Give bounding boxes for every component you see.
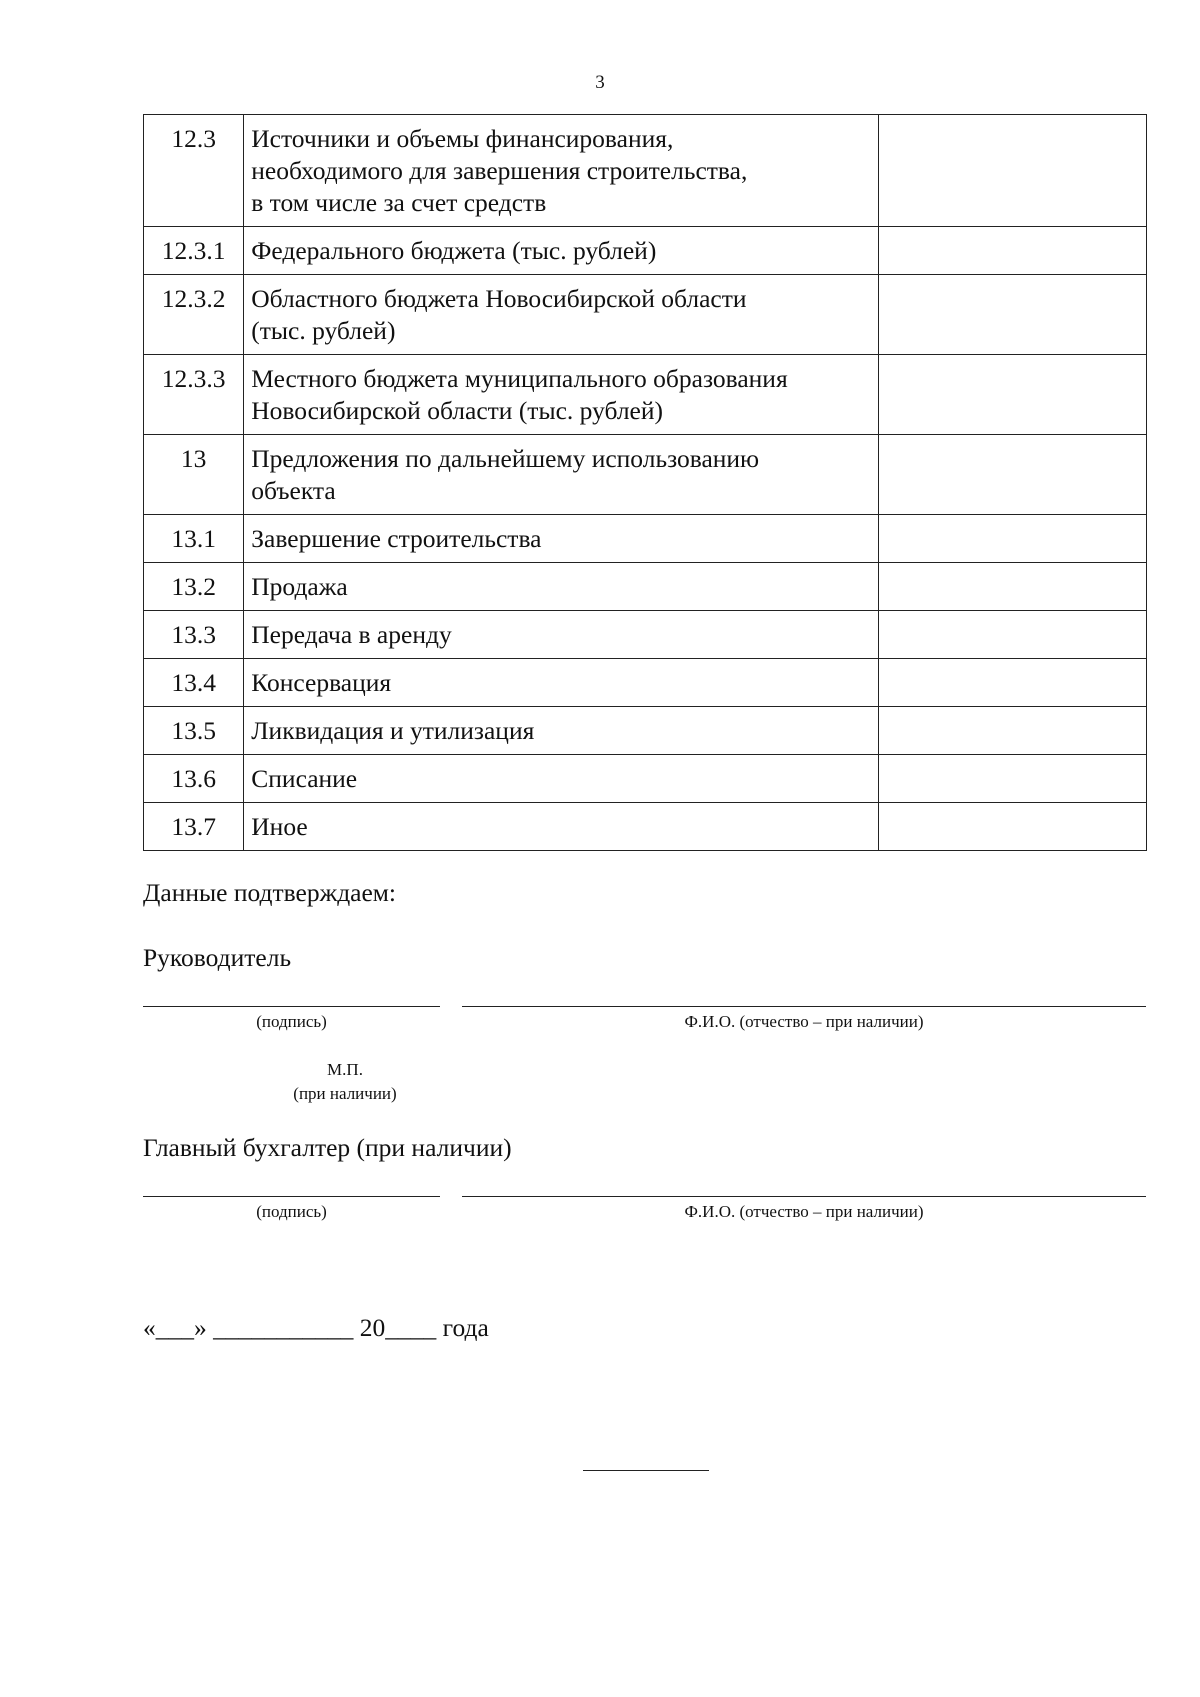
row-number: 13.7 [144,803,244,851]
row-description-line: (тыс. рублей) [251,316,396,345]
row-description [244,435,879,515]
row-description [244,115,879,227]
row-description-line: объекта [251,476,336,505]
row-description-line: Новосибирской области (тыс. рублей) [251,396,664,425]
row-description-line: Передача в аренду [251,620,452,649]
row-description [244,707,879,755]
table-row [144,515,1147,563]
stamp-place [250,1058,440,1106]
table-row [144,227,1147,275]
table-row [144,659,1147,707]
table-row [144,355,1147,435]
confirm-text: Данные подтверждаем: [143,878,397,907]
head-name-caption: Ф.И.О. (отчество – при наличии) [684,1012,924,1031]
row-description-line: Иное [251,812,308,841]
row-description-line: Областного бюджета Новосибирской области [251,284,747,313]
table-row [144,707,1147,755]
accountant-signature-line[interactable] [143,1196,440,1197]
row-description-line: Предложения по дальнейшему использованию [251,444,760,473]
row-description [244,659,879,707]
row-description-line: необходимого для завершения строительства, [251,156,748,185]
row-number: 13.5 [144,707,244,755]
row-description [244,803,879,851]
row-value-cell[interactable] [879,355,1147,435]
accountant-signature-caption: (подпись) [256,1202,327,1221]
head-name-line[interactable] [462,1006,1146,1007]
accountant-name-caption: Ф.И.О. (отчество – при наличии) [684,1202,924,1221]
table-row [144,275,1147,355]
row-description [244,355,879,435]
row-description [244,275,879,355]
head-signature-line[interactable] [143,1006,440,1007]
row-value-cell[interactable] [879,611,1147,659]
page-number: 3 [595,72,605,93]
row-number: 13.4 [144,659,244,707]
row-value-cell[interactable] [879,227,1147,275]
row-description-line: Ликвидация и утилизация [251,716,535,745]
row-value-cell[interactable] [879,435,1147,515]
row-description-line: Завершение строительства [251,524,542,553]
row-value-cell[interactable] [879,803,1147,851]
row-description-line: Федерального бюджета (тыс. рублей) [251,236,657,265]
row-description [244,611,879,659]
row-number: 13 [144,435,244,515]
table-row [144,755,1147,803]
head-signature-caption: (подпись) [256,1012,327,1031]
row-value-cell[interactable] [879,563,1147,611]
row-description [244,563,879,611]
accountant-name-line[interactable] [462,1196,1146,1197]
end-line [583,1470,709,1471]
row-description-line: Источники и объемы финансирования, [251,124,674,153]
row-number: 12.3 [144,115,244,227]
row-number: 13.3 [144,611,244,659]
row-value-cell[interactable] [879,755,1147,803]
row-number: 13.6 [144,755,244,803]
row-value-cell[interactable] [879,707,1147,755]
row-description-line: в том числе за счет средств [251,188,547,217]
table-row [144,435,1147,515]
row-number: 12.3.3 [144,355,244,435]
table-row [144,115,1147,227]
row-description-line: Консервация [251,668,392,697]
row-number: 12.3.1 [144,227,244,275]
stamp-note: (при наличии) [293,1084,397,1103]
row-description [244,227,879,275]
row-description [244,515,879,563]
row-description [244,755,879,803]
accountant-label: Главный бухгалтер (при наличии) [143,1133,512,1162]
form-table [143,114,1147,851]
table-row [144,611,1147,659]
date-line[interactable]: «___» ___________ 20____ года [143,1313,489,1342]
table-row [144,563,1147,611]
row-number: 13.2 [144,563,244,611]
row-number: 13.1 [144,515,244,563]
row-value-cell[interactable] [879,275,1147,355]
table-row [144,803,1147,851]
row-number: 12.3.2 [144,275,244,355]
stamp-label: М.П. [327,1060,363,1079]
row-description-line: Местного бюджета муниципального образования [251,364,788,393]
row-value-cell[interactable] [879,115,1147,227]
head-label: Руководитель [143,943,292,972]
row-description-line: Списание [251,764,358,793]
form-table-body [144,115,1147,851]
row-value-cell[interactable] [879,515,1147,563]
row-description-line: Продажа [251,572,348,601]
row-value-cell[interactable] [879,659,1147,707]
